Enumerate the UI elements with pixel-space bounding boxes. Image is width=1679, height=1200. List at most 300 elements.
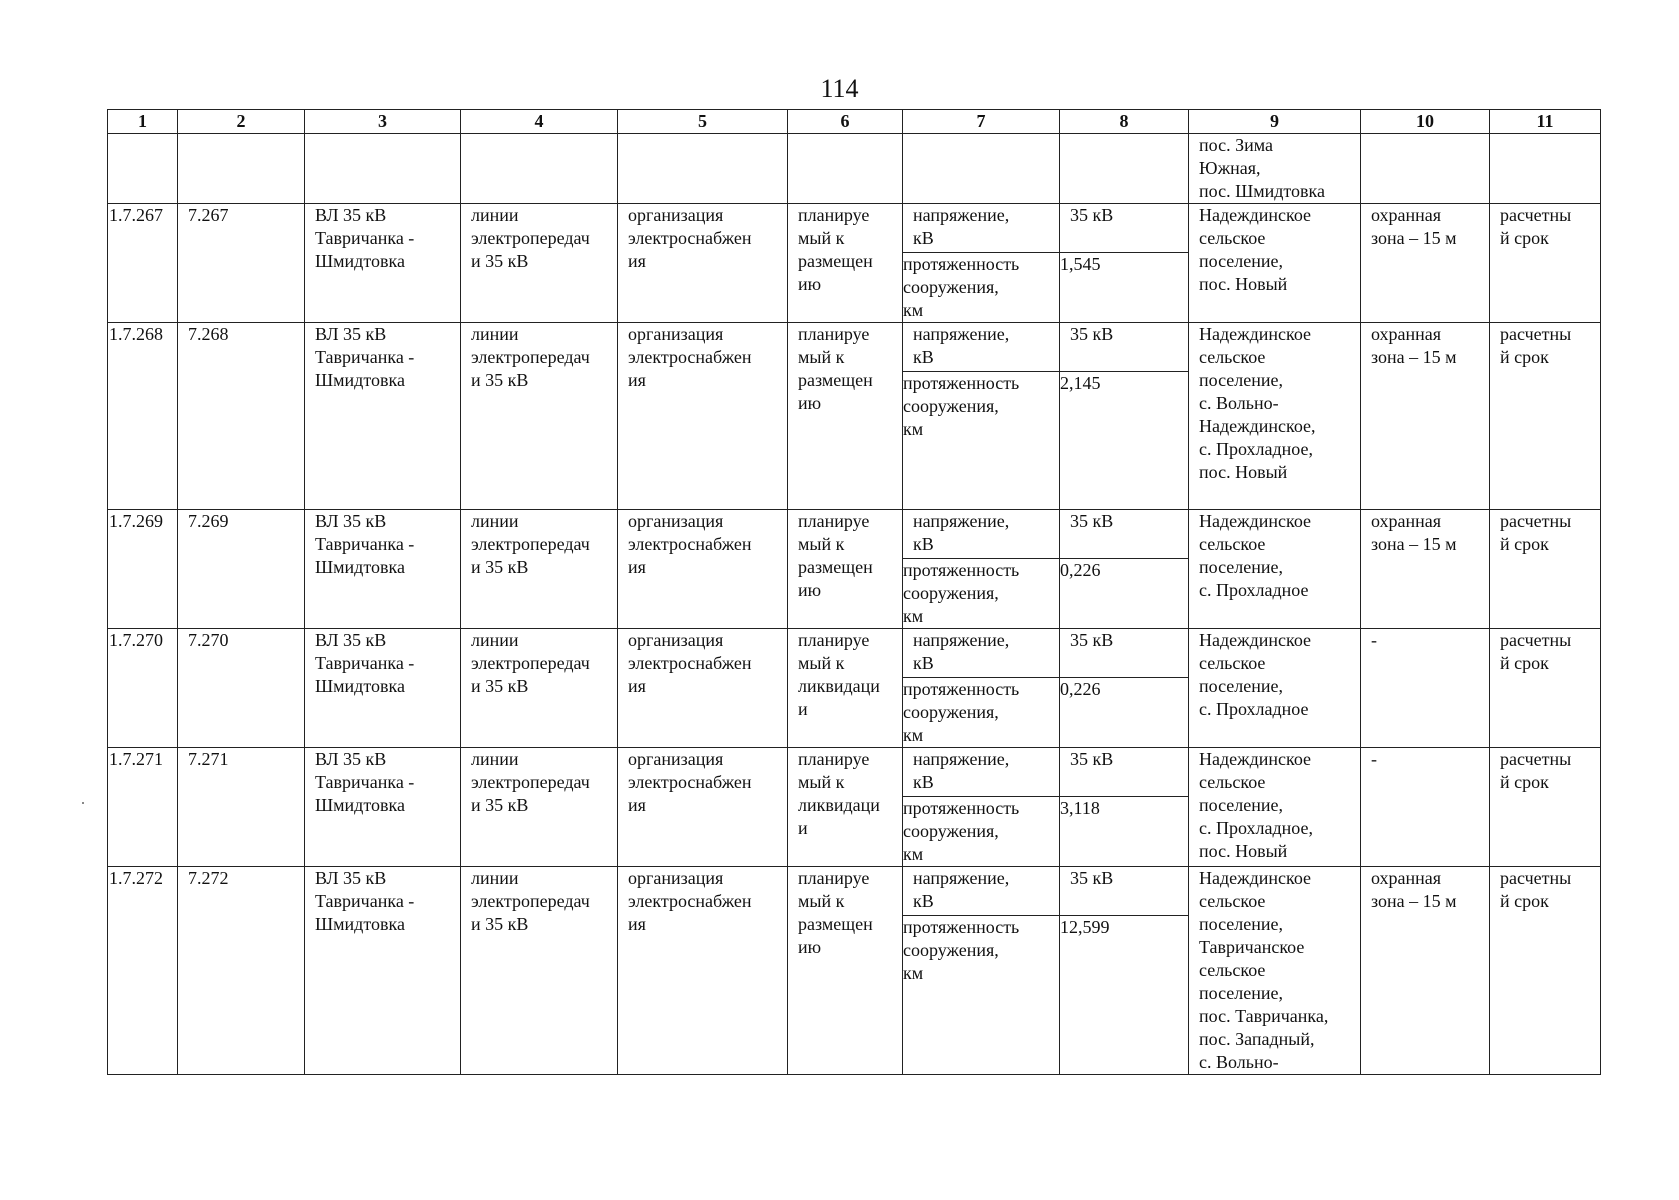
status-line: размещен: [798, 557, 873, 577]
status-line: планируе: [798, 511, 870, 531]
object-name-line: ВЛ 35 кВ: [315, 511, 387, 531]
object-name-line: Тавричанка -: [315, 534, 415, 554]
term-cell: [1490, 204, 1601, 323]
zone-cell: [1361, 748, 1490, 867]
status-line: ию: [798, 937, 822, 957]
purpose-line: организация: [628, 868, 724, 888]
object-name-line: ВЛ 35 кВ: [315, 749, 387, 769]
zone-line: -: [1371, 749, 1377, 769]
location-line: сельское: [1199, 891, 1266, 911]
value-voltage: 35 кВ: [1070, 630, 1114, 650]
object-type-line: и 35 кВ: [471, 795, 529, 815]
object-type-line: и 35 кВ: [471, 914, 529, 934]
zone-line: охранная: [1371, 868, 1442, 888]
value-voltage: 35 кВ: [1070, 868, 1114, 888]
status-line: размещен: [798, 370, 873, 390]
term-line: расчетны: [1500, 749, 1572, 769]
status-line: мый к: [798, 534, 845, 554]
row-number-cell: [108, 204, 178, 323]
value-voltage: 35 кВ: [1070, 511, 1114, 531]
parameter-line: протяженность: [903, 373, 1020, 393]
parameter-line: протяженность: [903, 679, 1020, 699]
term-line: расчетны: [1500, 205, 1572, 225]
value-cell: [1060, 867, 1189, 1075]
object-name-line: Тавричанка -: [315, 772, 415, 792]
zone-cell: [1361, 867, 1490, 1075]
zone-cell: [1361, 204, 1490, 323]
object-type-cell: [461, 867, 618, 1075]
value-cell: [1060, 323, 1189, 510]
purpose-cell: [618, 510, 788, 629]
column-header: 10: [1361, 110, 1490, 134]
object-name-cell: [305, 323, 461, 510]
purpose-line: электроснабжен: [628, 772, 752, 792]
purpose-line: организация: [628, 511, 724, 531]
row-number: 1.7.271: [109, 749, 163, 769]
value-voltage-box: [1060, 323, 1188, 369]
parameter-voltage: [903, 867, 1059, 913]
parameter-length: [903, 252, 1060, 322]
location-line: с. Прохладное,: [1199, 439, 1314, 459]
row-number-cell: [108, 748, 178, 867]
parameter-voltage: [903, 323, 1059, 369]
parameter-line: сооружения,: [903, 583, 999, 603]
location-line: Надеждинское: [1199, 868, 1312, 888]
column-header: 1: [108, 110, 178, 134]
purpose-line: ия: [628, 557, 646, 577]
location-cell: [1189, 748, 1361, 867]
parameter-length: [903, 558, 1060, 628]
term-line: расчетны: [1500, 868, 1572, 888]
zone-line: зона – 15 м: [1371, 891, 1457, 911]
status-cell: [788, 510, 903, 629]
purpose-line: ия: [628, 676, 646, 696]
column-header: 5: [618, 110, 788, 134]
table-row: [108, 748, 1601, 867]
object-code: 7.270: [188, 630, 229, 650]
object-type-line: электропередач: [471, 772, 590, 792]
location-line: Надеждинское: [1199, 511, 1312, 531]
term-line: й срок: [1500, 347, 1549, 367]
parameter-line: сооружения,: [903, 940, 999, 960]
value-cell: [1060, 204, 1189, 323]
value-voltage-box: [1060, 510, 1188, 556]
data-table: [107, 109, 1601, 1075]
object-type-line: электропередач: [471, 228, 590, 248]
object-type-line: электропередач: [471, 653, 590, 673]
parameter-line: км: [903, 419, 924, 439]
object-type-line: линии: [471, 205, 519, 225]
term-line: расчетны: [1500, 630, 1572, 650]
column-header: 11: [1490, 110, 1601, 134]
location-line: поселение,: [1199, 557, 1284, 577]
value-voltage-box: [1060, 748, 1188, 794]
location-line: с. Прохладное,: [1199, 818, 1314, 838]
object-name-line: ВЛ 35 кВ: [315, 630, 387, 650]
parameter-line: км: [903, 963, 924, 983]
purpose-cell: [618, 323, 788, 510]
status-line: ию: [798, 580, 822, 600]
purpose-line: электроснабжен: [628, 347, 752, 367]
object-code-cell: [178, 323, 305, 510]
object-name-line: Тавричанка -: [315, 228, 415, 248]
value-cell: [1060, 748, 1189, 867]
location-line: поселение,: [1199, 983, 1284, 1003]
column-header: 3: [305, 110, 461, 134]
object-code: 7.269: [188, 511, 229, 531]
parameter-length: [903, 371, 1060, 441]
parameter-voltage: [903, 748, 1059, 794]
status-line: и: [798, 699, 808, 719]
location-cell: [1189, 323, 1361, 510]
term-line: расчетны: [1500, 511, 1572, 531]
location-line: поселение,: [1199, 251, 1284, 271]
location-line: Надеждинское,: [1199, 416, 1316, 436]
location-line: пос. Западный,: [1199, 1029, 1315, 1049]
parameter-length: [903, 677, 1060, 747]
zone-line: зона – 15 м: [1371, 347, 1457, 367]
parameter-line: кВ: [913, 772, 934, 792]
location-line: поселение,: [1199, 914, 1284, 934]
object-name-line: Шмидтовка: [315, 914, 405, 934]
table-row: [108, 204, 1601, 323]
purpose-line: электроснабжен: [628, 653, 752, 673]
object-type-line: электропередач: [471, 347, 590, 367]
status-line: планируе: [798, 868, 870, 888]
object-name-line: ВЛ 35 кВ: [315, 205, 387, 225]
value-voltage-box: [1060, 204, 1188, 250]
purpose-line: ия: [628, 370, 646, 390]
value-voltage: 35 кВ: [1070, 749, 1114, 769]
status-cell: [788, 629, 903, 748]
parameter-line: кВ: [913, 228, 934, 248]
row-number: 1.7.272: [109, 868, 163, 888]
object-name-line: Шмидтовка: [315, 370, 405, 390]
term-line: й срок: [1500, 653, 1549, 673]
location-line: пос. Шмидтовка: [1199, 181, 1325, 201]
column-header: 8: [1060, 110, 1189, 134]
purpose-cell: [618, 748, 788, 867]
value-length-box: [1060, 915, 1189, 939]
object-name-line: Шмидтовка: [315, 251, 405, 271]
location-line: Южная,: [1199, 158, 1261, 178]
purpose-line: организация: [628, 324, 724, 344]
object-code: 7.272: [188, 868, 229, 888]
parameter-line: напряжение,: [913, 324, 1010, 344]
parameter-line: протяженность: [903, 560, 1020, 580]
purpose-line: электроснабжен: [628, 228, 752, 248]
object-name-line: ВЛ 35 кВ: [315, 868, 387, 888]
parameter-line: кВ: [913, 534, 934, 554]
location-line: поселение,: [1199, 370, 1284, 390]
status-line: мый к: [798, 653, 845, 673]
parameter-length: [903, 915, 1060, 985]
zone-cell: [1361, 323, 1490, 510]
object-name-line: Тавричанка -: [315, 653, 415, 673]
object-code: 7.268: [188, 324, 229, 344]
parameter-line: напряжение,: [913, 511, 1010, 531]
parameter-cell: [903, 323, 1060, 510]
zone-cell: [1361, 629, 1490, 748]
row-number: 1.7.270: [109, 630, 163, 650]
value-voltage-box: [1060, 867, 1188, 913]
parameter-line: напряжение,: [913, 205, 1010, 225]
status-cell: [788, 748, 903, 867]
object-code-cell: [178, 867, 305, 1075]
object-name-cell: [305, 748, 461, 867]
purpose-line: ия: [628, 795, 646, 815]
location-line: поселение,: [1199, 676, 1284, 696]
value-cell: [1060, 629, 1189, 748]
location-line: сельское: [1199, 772, 1266, 792]
table-row: [108, 323, 1601, 510]
column-header: 9: [1189, 110, 1361, 134]
location-line: пос. Новый: [1199, 274, 1288, 294]
term-line: й срок: [1500, 891, 1549, 911]
object-code-cell: [178, 204, 305, 323]
location-line: сельское: [1199, 653, 1266, 673]
parameter-line: км: [903, 606, 924, 626]
object-code-cell: [178, 748, 305, 867]
status-line: размещен: [798, 914, 873, 934]
status-line: планируе: [798, 749, 870, 769]
header-row: [108, 110, 1601, 134]
location-line: пос. Тавричанка,: [1199, 1006, 1329, 1026]
value-length: 12,599: [1060, 917, 1110, 937]
object-code-cell: [178, 510, 305, 629]
term-line: расчетны: [1500, 324, 1572, 344]
term-cell: [1490, 867, 1601, 1075]
status-line: мый к: [798, 228, 845, 248]
parameter-voltage: [903, 204, 1059, 250]
status-line: ию: [798, 274, 822, 294]
value-length-box: [1060, 558, 1189, 582]
status-line: ию: [798, 393, 822, 413]
object-type-line: электропередач: [471, 534, 590, 554]
location-line: сельское: [1199, 228, 1266, 248]
parameter-line: км: [903, 300, 924, 320]
location-line: пос. Новый: [1199, 462, 1288, 482]
object-type-cell: [461, 748, 618, 867]
object-type-cell: [461, 629, 618, 748]
zone-line: -: [1371, 630, 1377, 650]
object-type-cell: [461, 204, 618, 323]
object-name-cell: [305, 867, 461, 1075]
parameter-cell: [903, 867, 1060, 1075]
value-length-box: [1060, 252, 1189, 276]
column-header: 2: [178, 110, 305, 134]
zone-line: охранная: [1371, 205, 1442, 225]
status-line: ликвидаци: [798, 676, 880, 696]
status-line: мый к: [798, 772, 845, 792]
purpose-line: организация: [628, 749, 724, 769]
row-number-cell: [108, 510, 178, 629]
location-cell: [1189, 510, 1361, 629]
status-cell: [788, 204, 903, 323]
continuation-row: [108, 134, 1601, 204]
parameter-voltage: [903, 510, 1059, 556]
parameter-cell: [903, 629, 1060, 748]
parameter-line: сооружения,: [903, 277, 999, 297]
location-line: пос. Зима: [1199, 135, 1273, 155]
page-number: 114: [820, 74, 859, 103]
object-type-line: и 35 кВ: [471, 557, 529, 577]
column-header: 6: [788, 110, 903, 134]
object-name-line: Шмидтовка: [315, 795, 405, 815]
object-name-cell: [305, 204, 461, 323]
location-line: Надеждинское: [1199, 205, 1312, 225]
scan-speck: [82, 802, 84, 804]
object-type-line: линии: [471, 630, 519, 650]
term-line: й срок: [1500, 772, 1549, 792]
location-line: сельское: [1199, 534, 1266, 554]
purpose-line: организация: [628, 205, 724, 225]
location-line: поселение,: [1199, 795, 1284, 815]
table-row: [108, 510, 1601, 629]
object-type-line: и 35 кВ: [471, 370, 529, 390]
row-number-cell: [108, 629, 178, 748]
value-voltage: 35 кВ: [1070, 324, 1114, 344]
value-voltage: 35 кВ: [1070, 205, 1114, 225]
parameter-line: протяженность: [903, 798, 1020, 818]
status-line: мый к: [798, 347, 845, 367]
purpose-cell: [618, 204, 788, 323]
row-number: 1.7.267: [109, 205, 163, 225]
location-cell: [1189, 629, 1361, 748]
object-code: 7.267: [188, 205, 229, 225]
term-cell: [1490, 629, 1601, 748]
object-name-line: ВЛ 35 кВ: [315, 324, 387, 344]
parameter-line: протяженность: [903, 917, 1020, 937]
status-line: планируе: [798, 205, 870, 225]
row-number-cell: [108, 323, 178, 510]
parameter-cell: [903, 510, 1060, 629]
value-voltage-box: [1060, 629, 1188, 675]
object-type-cell: [461, 323, 618, 510]
parameter-cell: [903, 748, 1060, 867]
location-line: Надеждинское: [1199, 324, 1312, 344]
location-cell: [1189, 134, 1361, 204]
parameter-line: кВ: [913, 653, 934, 673]
zone-cell: [1361, 510, 1490, 629]
object-type-line: линии: [471, 868, 519, 888]
zone-line: охранная: [1371, 511, 1442, 531]
value-length-box: [1060, 677, 1189, 701]
zone-line: зона – 15 м: [1371, 228, 1457, 248]
value-length: 2,145: [1060, 373, 1101, 393]
location-line: пос. Новый: [1199, 841, 1288, 861]
parameter-line: кВ: [913, 891, 934, 911]
object-type-line: линии: [471, 511, 519, 531]
location-line: сельское: [1199, 960, 1266, 980]
status-line: размещен: [798, 251, 873, 271]
status-line: ликвидаци: [798, 795, 880, 815]
parameter-line: сооружения,: [903, 821, 999, 841]
row-number-cell: [108, 867, 178, 1075]
object-type-line: и 35 кВ: [471, 251, 529, 271]
parameter-line: сооружения,: [903, 702, 999, 722]
object-name-line: Шмидтовка: [315, 676, 405, 696]
table-row: [108, 629, 1601, 748]
parameter-line: км: [903, 844, 924, 864]
row-number: 1.7.269: [109, 511, 163, 531]
value-length-box: [1060, 371, 1189, 395]
value-length-box: [1060, 796, 1189, 820]
status-cell: [788, 323, 903, 510]
location-line: с. Вольно-: [1199, 1052, 1279, 1072]
zone-line: зона – 15 м: [1371, 534, 1457, 554]
location-line: с. Прохладное: [1199, 580, 1309, 600]
object-type-line: линии: [471, 324, 519, 344]
parameter-length: [903, 796, 1060, 866]
location-line: Надеждинское: [1199, 630, 1312, 650]
status-line: планируе: [798, 324, 870, 344]
purpose-cell: [618, 867, 788, 1075]
object-name-line: Шмидтовка: [315, 557, 405, 577]
purpose-line: организация: [628, 630, 724, 650]
object-name-line: Тавричанка -: [315, 891, 415, 911]
location-line: с. Вольно-: [1199, 393, 1279, 413]
value-length: 3,118: [1060, 798, 1100, 818]
parameter-line: напряжение,: [913, 630, 1010, 650]
column-header: 4: [461, 110, 618, 134]
purpose-line: электроснабжен: [628, 534, 752, 554]
table-row: [108, 867, 1601, 1075]
parameter-line: сооружения,: [903, 396, 999, 416]
object-type-line: электропередач: [471, 891, 590, 911]
parameter-line: протяженность: [903, 254, 1020, 274]
location-line: сельское: [1199, 347, 1266, 367]
location-line: Надеждинское: [1199, 749, 1312, 769]
object-code-cell: [178, 629, 305, 748]
status-line: и: [798, 818, 808, 838]
object-name-cell: [305, 510, 461, 629]
status-line: планируе: [798, 630, 870, 650]
column-header: 7: [903, 110, 1060, 134]
object-type-line: и 35 кВ: [471, 676, 529, 696]
object-code: 7.271: [188, 749, 229, 769]
value-length: 0,226: [1060, 560, 1101, 580]
term-line: й срок: [1500, 228, 1549, 248]
object-type-cell: [461, 510, 618, 629]
parameter-line: напряжение,: [913, 868, 1010, 888]
zone-line: охранная: [1371, 324, 1442, 344]
value-length: 1,545: [1060, 254, 1101, 274]
purpose-line: ия: [628, 914, 646, 934]
location-line: с. Прохладное: [1199, 699, 1309, 719]
parameter-cell: [903, 204, 1060, 323]
status-cell: [788, 867, 903, 1075]
status-line: мый к: [798, 891, 845, 911]
term-cell: [1490, 510, 1601, 629]
object-name-cell: [305, 629, 461, 748]
parameter-voltage: [903, 629, 1059, 675]
parameter-line: кВ: [913, 347, 934, 367]
purpose-cell: [618, 629, 788, 748]
value-cell: [1060, 510, 1189, 629]
parameter-line: км: [903, 725, 924, 745]
row-number: 1.7.268: [109, 324, 163, 344]
parameter-line: напряжение,: [913, 749, 1010, 769]
location-cell: [1189, 204, 1361, 323]
object-type-line: линии: [471, 749, 519, 769]
object-name-line: Тавричанка -: [315, 347, 415, 367]
term-cell: [1490, 748, 1601, 867]
term-line: й срок: [1500, 534, 1549, 554]
purpose-line: электроснабжен: [628, 891, 752, 911]
location-cell: [1189, 867, 1361, 1075]
purpose-line: ия: [628, 251, 646, 271]
